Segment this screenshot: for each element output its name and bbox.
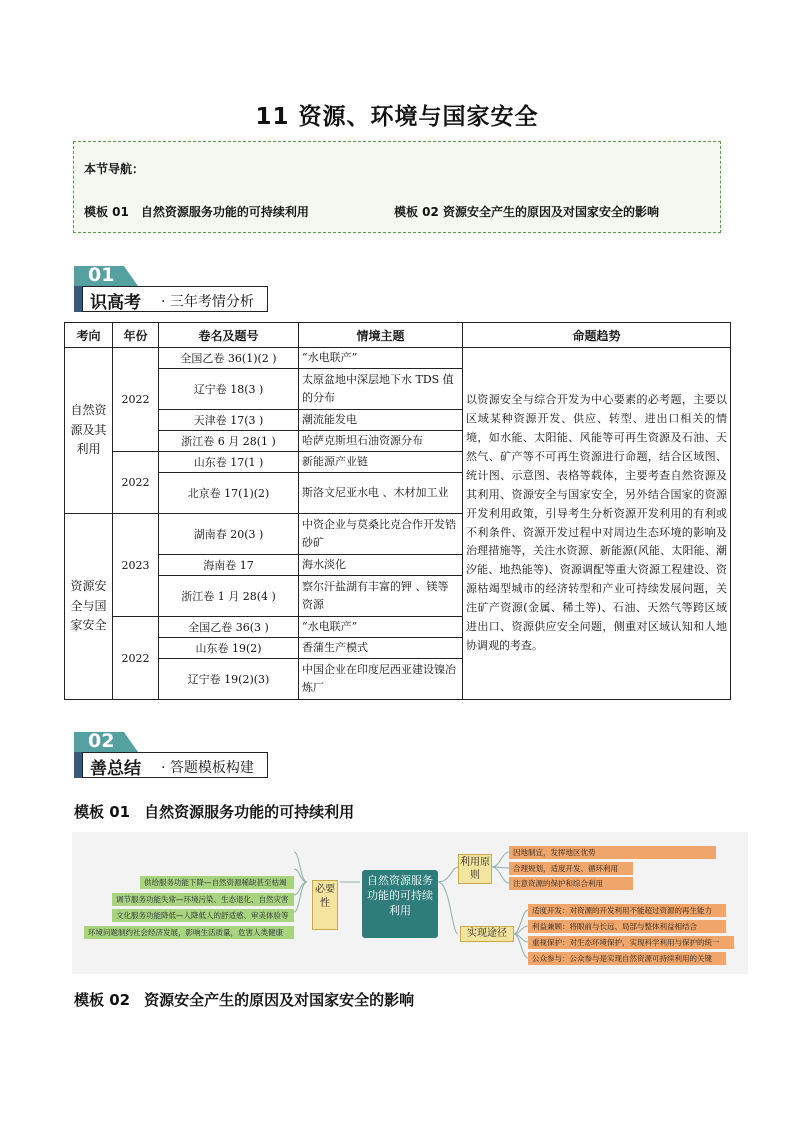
template-02-title: 资源安全产生的原因及对国家安全的影响 [144, 991, 415, 1009]
section-header-01 [74, 266, 270, 314]
nav-item-template-02[interactable]: 模板 02 资源安全产生的原因及对国家安全的影响 [394, 205, 660, 219]
section-title-box [82, 286, 268, 312]
principle-item: 注意资源的保护和综合利用 [509, 877, 633, 890]
necessity-item: 文化服务功能降低—人降低人的舒适感、审美体验等 [112, 909, 294, 922]
exam-analysis-table [64, 322, 731, 700]
path-item: 重视保护：对生态环境保护，实现科学利用与保护的统一 [528, 936, 734, 949]
theme-cell: 潮流能发电 [299, 410, 463, 431]
year-cell: 2022 [113, 617, 159, 700]
path-item: 利益兼顾：将眼前与长远、局部与整体利益相结合 [528, 920, 726, 933]
header-paper: 卷名及题号 [159, 323, 299, 348]
section-title-sub: · 答题模板构建 [161, 760, 254, 776]
section-header-02 [74, 732, 270, 780]
section-title-box [82, 752, 268, 778]
template-01-label: 模板 01 [74, 803, 131, 821]
section-title-sub: · 三年考情分析 [161, 294, 254, 310]
path-item: 公众参与：公众参与是实现自然资源可持续利用的关键 [528, 952, 726, 965]
paper-cell: 辽宁卷 19(2)(3) [159, 659, 299, 700]
theme-cell: 察尔汗盐湖有丰富的钾 、镁等资源 [299, 576, 463, 617]
nav-label: 本节导航： [84, 162, 145, 176]
section-accent-bar [74, 286, 82, 312]
section-number: 02 [88, 730, 115, 752]
theme-cell: “水电联产” [299, 348, 463, 369]
paper-cell: 辽宁卷 18(3 ) [159, 369, 299, 410]
necessity-item: 供给服务功能下降—自然资源稀缺甚至枯竭 [140, 876, 294, 889]
path-item: 适度开发：对资源的开发利用不能超过资源的再生能力 [528, 904, 726, 917]
necessity-label: 必要性 [312, 880, 338, 930]
mindmap-center-node: 自然资源服务功能的可持续利用 [362, 870, 438, 938]
mindmap-diagram [72, 832, 748, 974]
theme-cell: 新能源产业链 [299, 452, 463, 473]
section-nav-box [73, 141, 721, 233]
template-01-title: 自然资源服务功能的可持续利用 [144, 803, 355, 821]
section-title-main: 识高考 [90, 293, 141, 313]
trend-cell: 以资源安全与综合开发为中心要素的必考题，主要以区域某种资源开发、供应、转型、进出口相关的情境，如水能、太阳能、风能等可再生资源及石油、天然气、矿产等不可再生资源进行命题，结合区域图、统计图、示意图、表格等载体，主要考查自然资源及其利用、资源安全与国家安全，另外结合国家的资源开发利用政策，引导考生分析资源开发利用的有利或不利条件、资源开发过程中对周边生态环境的影响及治理措施等，关注水资源、新能源(风能、太阳能、潮汐能、地热能等)、资源调配等重大资源工程建设、资源枯竭型城市的经济转型和产业可持续发展问题，关注矿产资源(金属、稀土等)、石油、天然气等跨区域进出口、资源供应安全问题，侧重对区域认知和人地协调观的考查。 [463, 348, 731, 700]
theme-cell: 哈萨克斯坦石油资源分布 [299, 431, 463, 452]
path-label: 实现途径 [460, 926, 514, 942]
necessity-item: 环境问题制约社会经济发展，影响生活质量，危害人类健康 [84, 926, 294, 939]
theme-cell: 斯洛文尼亚水电 、木材加工业 [299, 473, 463, 514]
paper-cell: 天津卷 17(3 ) [159, 410, 299, 431]
paper-cell: 湖南春 20(3 ) [159, 514, 299, 555]
page-title: 11 资源、环境与国家安全 [255, 104, 539, 130]
paper-cell: 浙江卷 1 月 28(4 ) [159, 576, 299, 617]
year-cell: 2023 [113, 514, 159, 617]
paper-cell: 浙江卷 6 月 28(1 ) [159, 431, 299, 452]
header-year: 年份 [113, 323, 159, 348]
principle-item: 合理规划，适度开发、循环利用 [509, 862, 633, 875]
header-trend: 命题趋势 [463, 323, 731, 348]
principle-label: 利用原则 [458, 854, 492, 884]
nav-item-template-01[interactable]: 模板 01 自然资源服务功能的可持续利用 [84, 205, 309, 219]
theme-cell: 中国企业在印度尼西亚建设镍冶炼厂 [299, 659, 463, 700]
section-accent-bar [74, 752, 82, 778]
table-row [65, 348, 731, 369]
theme-cell: 香蒲生产模式 [299, 638, 463, 659]
year-cell: 2022 [113, 348, 159, 452]
header-theme: 情境主题 [299, 323, 463, 348]
header-direction: 考向 [65, 323, 113, 348]
theme-cell: “水电联产” [299, 617, 463, 638]
template-02-heading [74, 989, 414, 1010]
paper-cell: 全国乙卷 36(1)(2 ) [159, 348, 299, 369]
year-cell: 2022 [113, 452, 159, 514]
template-01-heading [74, 801, 354, 822]
theme-cell: 太原盆地中深层地下水 TDS 值的分布 [299, 369, 463, 410]
direction-cell: 自然资源及其利用 [65, 348, 113, 514]
paper-cell: 山东卷 19(2) [159, 638, 299, 659]
theme-cell: 海水淡化 [299, 555, 463, 576]
direction-cell: 资源安全与国家安全 [65, 514, 113, 700]
template-02-label: 模板 02 [74, 991, 131, 1009]
paper-cell: 海南卷 17 [159, 555, 299, 576]
paper-cell: 山东卷 17(1 ) [159, 452, 299, 473]
paper-cell: 全国乙卷 36(3 ) [159, 617, 299, 638]
theme-cell: 中资企业与莫桑比克合作开发锆砂矿 [299, 514, 463, 555]
table-header-row [65, 323, 731, 348]
paper-cell: 北京卷 17(1)(2) [159, 473, 299, 514]
section-title-main: 善总结 [90, 759, 141, 779]
section-number: 01 [88, 264, 115, 286]
principle-item: 因地制宜，发挥地区优势 [509, 846, 716, 859]
necessity-item: 调节服务功能失常—环境污染、生态退化、自然灾害 [112, 893, 294, 906]
